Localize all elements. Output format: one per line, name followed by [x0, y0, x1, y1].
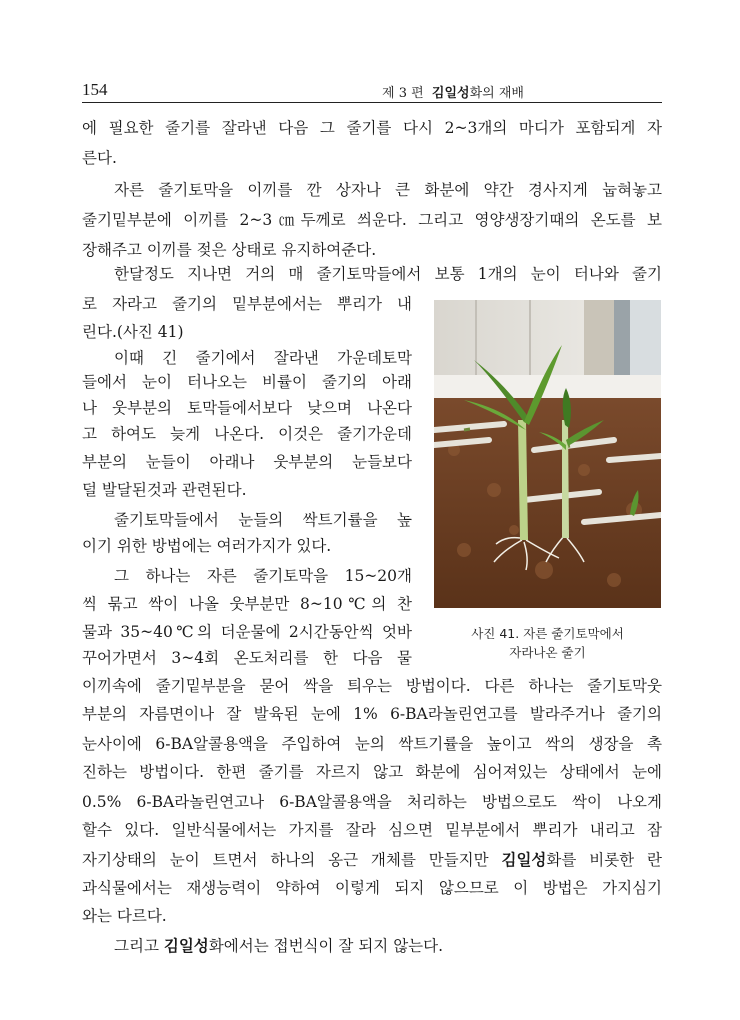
text-run: 자기상태의 눈이 트면서 하나의 옹근 개체를 만들지만	[82, 851, 489, 869]
figure-caption	[434, 624, 661, 662]
text-line: 부분의 눈들이 아래나 웃부분의 눈들보다	[82, 453, 412, 471]
running-title	[382, 82, 524, 101]
text-line: 그 하나는 자른 줄기토막을 15~20개	[114, 567, 412, 585]
text-line: 씩 묶고 싹이 나올 웃부분만 8~10℃의 찬	[82, 595, 412, 613]
text-line: 른다.	[82, 149, 117, 167]
text-line: 자른 줄기토막을 이끼를 깐 상자나 큰 화분에 약간 경사지게 눕혀놓고	[114, 181, 662, 199]
text-line: 고 하여도 늦게 나온다. 이것은 줄기가운데	[82, 425, 412, 443]
text-run: 화를 비롯한 란	[546, 851, 662, 869]
text-line: 줄기토막들에서 눈들의 싹트기률을 높	[114, 511, 412, 529]
text-line	[82, 846, 662, 874]
text-line: 줄기밑부분에 이끼를 2~3㎝두께로 씌운다. 그리고 영양생장기때의 온도를 보	[82, 211, 662, 229]
text-line: 로 자라고 줄기의 밑부분에서는 뿌리가 내	[82, 295, 412, 313]
text-line: 이기 위한 방법에는 여러가지가 있다.	[82, 537, 332, 555]
text-line: 덜 발달된것과 관련된다.	[82, 481, 247, 499]
page-number: 154	[82, 80, 108, 99]
page-header	[82, 80, 662, 103]
text-line: 린다.(사진 41)	[82, 323, 184, 341]
flower-name: 김일성	[501, 851, 547, 869]
text-line: 에 필요한 줄기를 잘라낸 다음 그 줄기를 다시 2~3개의 마디가 포함되게 자	[82, 119, 662, 137]
text-line: 들에서 눈이 터나오는 비률이 줄기의 아래	[82, 373, 412, 391]
text-line: 이때 긴 줄기에서 잘라낸 가운데토막	[114, 349, 412, 367]
text-line	[82, 932, 662, 960]
figure-photo	[434, 300, 661, 608]
text-line: 눈사이에 6-BA알콜용액을 주입하여 눈의 싹트기률을 높이고 싹의 생장을 촉	[82, 735, 662, 753]
caption-line: 사진 41. 자른 줄기토막에서	[471, 626, 624, 641]
part-label: 제 3 편	[382, 86, 424, 101]
running-title-rest: 화의 재배	[469, 86, 524, 101]
caption-line: 자라나온 줄기	[509, 645, 586, 660]
text-line: 꾸어가면서 3~4회 온도처리를 한 다음 물	[82, 649, 412, 667]
text-line: 이끼속에 줄기밑부분을 묻어 싹을 틔우는 방법이다. 다른 하나는 줄기토막웃	[82, 677, 662, 695]
text-line: 할수 있다. 일반식물에서는 가지를 잘라 심으면 밑부분에서 뿌리가 내리고 잠	[82, 821, 662, 839]
flower-name: 김일성	[163, 937, 209, 955]
text-line: 0.5% 6-BA라놀린연고나 6-BA알콜용액을 처리하는 방법으로도 싹이 나오게	[82, 793, 662, 811]
text-line: 한달정도 지나면 거의 매 줄기토막들에서 보통 1개의 눈이 터나와 줄기	[114, 265, 662, 283]
text-run: 그리고	[114, 937, 159, 955]
text-run: 화에서는 접번식이 잘 되지 않는다.	[208, 937, 444, 955]
text-line: 물과 35~40℃의 더운물에 2시간동안씩 엇바	[82, 623, 412, 641]
text-line: 과식물에서는 재생능력이 약하여 이렇게 되지 않으므로 이 방법은 가지심기	[82, 879, 662, 897]
text-line: 장해주고 이끼를 젖은 상태로 유지하여준다.	[82, 241, 377, 259]
text-line: 부분의 자름면이나 잘 발육된 눈에 1% 6-BA라놀린연고를 발라주거나 줄기의	[82, 705, 662, 723]
text-line: 진하는 방법이다. 한편 줄기를 자르지 않고 화분에 심어져있는 상태에서 눈에	[82, 763, 662, 781]
running-title-name: 김일성	[431, 86, 470, 101]
text-line: 와는 다르다.	[82, 907, 167, 925]
text-line: 나 웃부분의 토막들에서보다 낮으며 나온다	[82, 399, 412, 417]
